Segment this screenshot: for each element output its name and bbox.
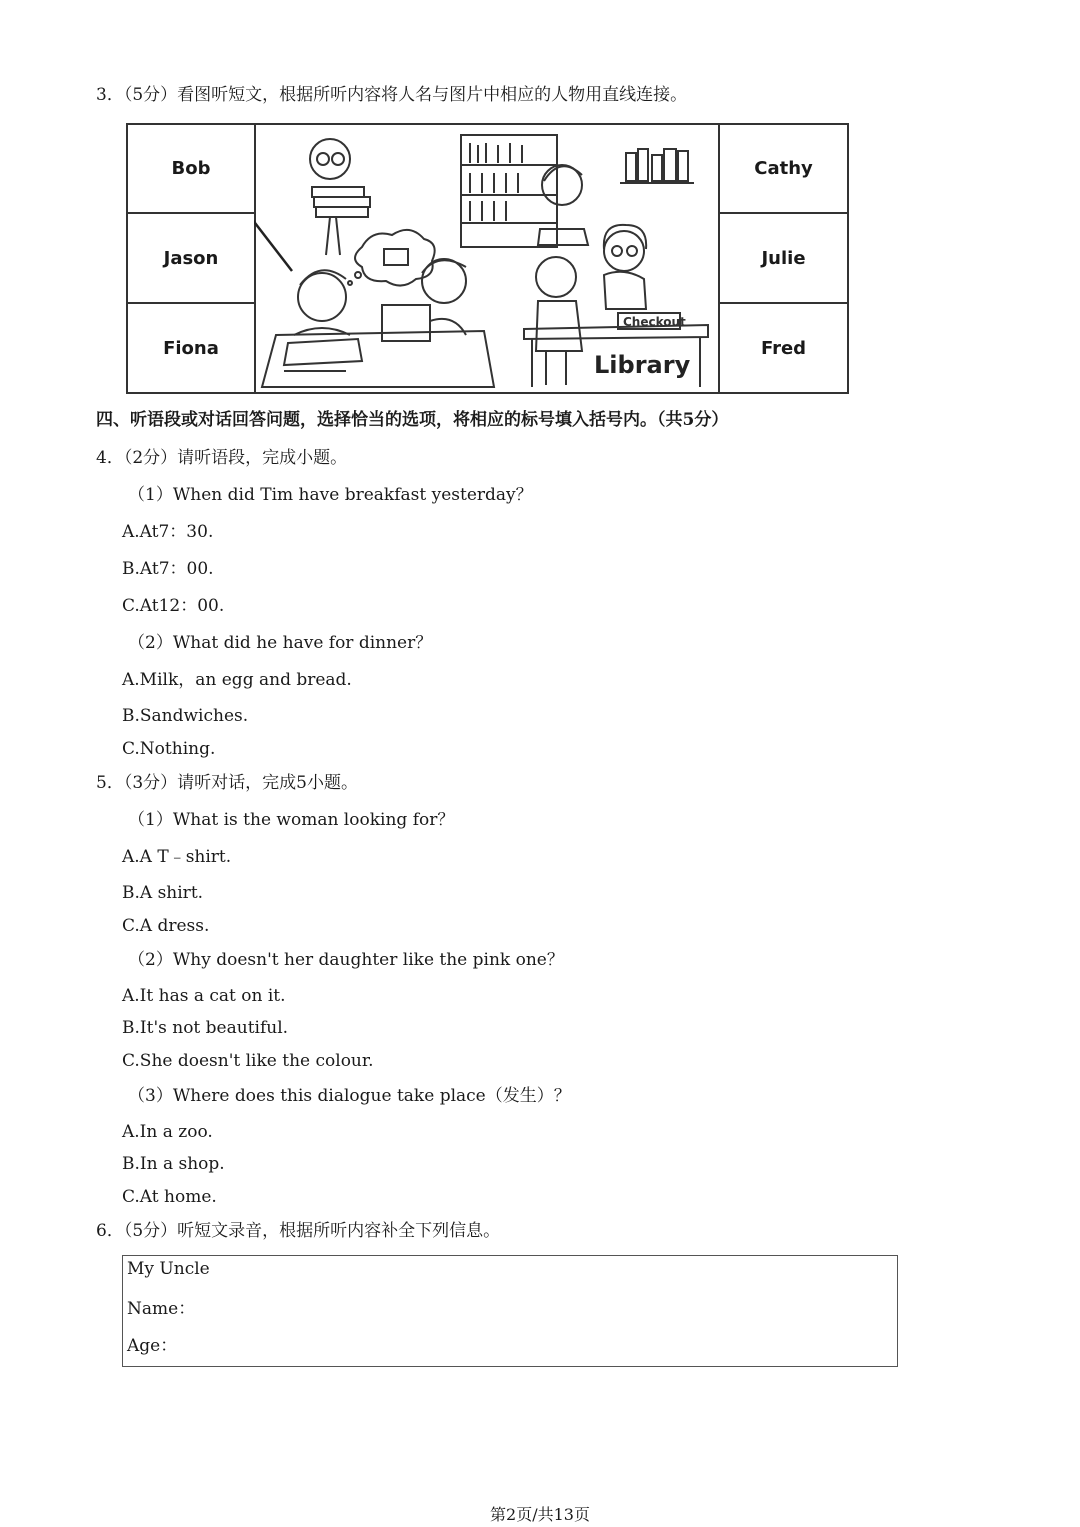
matching-picture [126,123,849,394]
age-field-label: Age： [127,1336,178,1356]
name-label: Jason [163,247,219,269]
checkout-sign: Checkout [623,315,686,329]
option-a: A.In a zoo. [122,1122,213,1142]
library-scene [254,123,720,394]
box-heading: My Uncle [127,1259,210,1279]
boy-reading [294,270,350,335]
name-cell-fiona [126,302,256,394]
option-c: C.At12：00. [122,596,225,616]
question-text: （1）When did Tim have breakfast yesterday？ [128,485,533,505]
option-c: C.A dress. [122,916,210,936]
q5-title: 5．（3分）请听对话，完成5小题。 [96,773,358,793]
option-b: B.In a shop. [122,1154,225,1174]
option-b: B.Sandwiches. [122,706,249,726]
library-sign: Library [594,351,691,379]
books-stack [620,149,694,183]
girl-at-counter [536,257,582,385]
section-heading: 四、听语段或对话回答问题，选择恰当的选项，将相应的标号填入括号内。（共5分） [96,410,729,430]
name-label: Julie [761,247,806,269]
question-text: （2）Why doesn't her daughter like the pink one？ [128,950,564,970]
library-illustration [254,125,720,392]
option-b: B.At7：00. [122,559,214,579]
name-label: Bob [171,158,211,179]
desk [262,331,494,387]
question-text: （2）What did he have for dinner？ [128,633,433,653]
name-label: Fred [760,337,807,359]
name-cell-jason [126,212,256,304]
name-label: Fiona [163,337,219,359]
name-label: Cathy [754,158,813,179]
info-box [122,1255,898,1367]
option-b: B.A shirt. [122,883,204,903]
question-text: （3）Where does this dialogue take place（发生）？ [128,1086,571,1106]
option-b: B.It's not beautiful. [122,1018,289,1038]
name-cell-bob [126,123,256,214]
option-c: C.Nothing. [122,739,216,759]
question-text: （1）What is the woman looking for？ [128,810,455,830]
boy-with-book [538,165,588,245]
librarian [604,225,646,309]
girl-with-books [310,139,370,255]
q4-title: 4．（2分）请听语段，完成小题。 [96,448,348,468]
option-c: C.She doesn't like the colour. [122,1051,374,1071]
q3-title: 3．（5分）看图听短文，根据所听内容将人名与图片中相应的人物用直线连接。 [96,85,688,105]
option-a: A.At7：30. [122,522,214,542]
boy-at-computer [382,259,466,341]
option-c: C.At home. [122,1187,217,1207]
option-a: A.Milk，an egg and bread. [122,670,352,690]
name-field-label: Name： [127,1299,196,1319]
option-a: A.A T﹣shirt. [122,847,232,867]
name-cell-cathy [718,123,849,214]
name-cell-fred [718,302,849,394]
q6-title: 6．（5分）听短文录音，根据所听内容补全下列信息。 [96,1221,501,1241]
example-connecting-line [254,175,292,271]
option-a: A.It has a cat on it. [122,986,286,1006]
name-cell-julie [718,212,849,304]
page-number: 第2页/共13页 [490,1505,590,1524]
